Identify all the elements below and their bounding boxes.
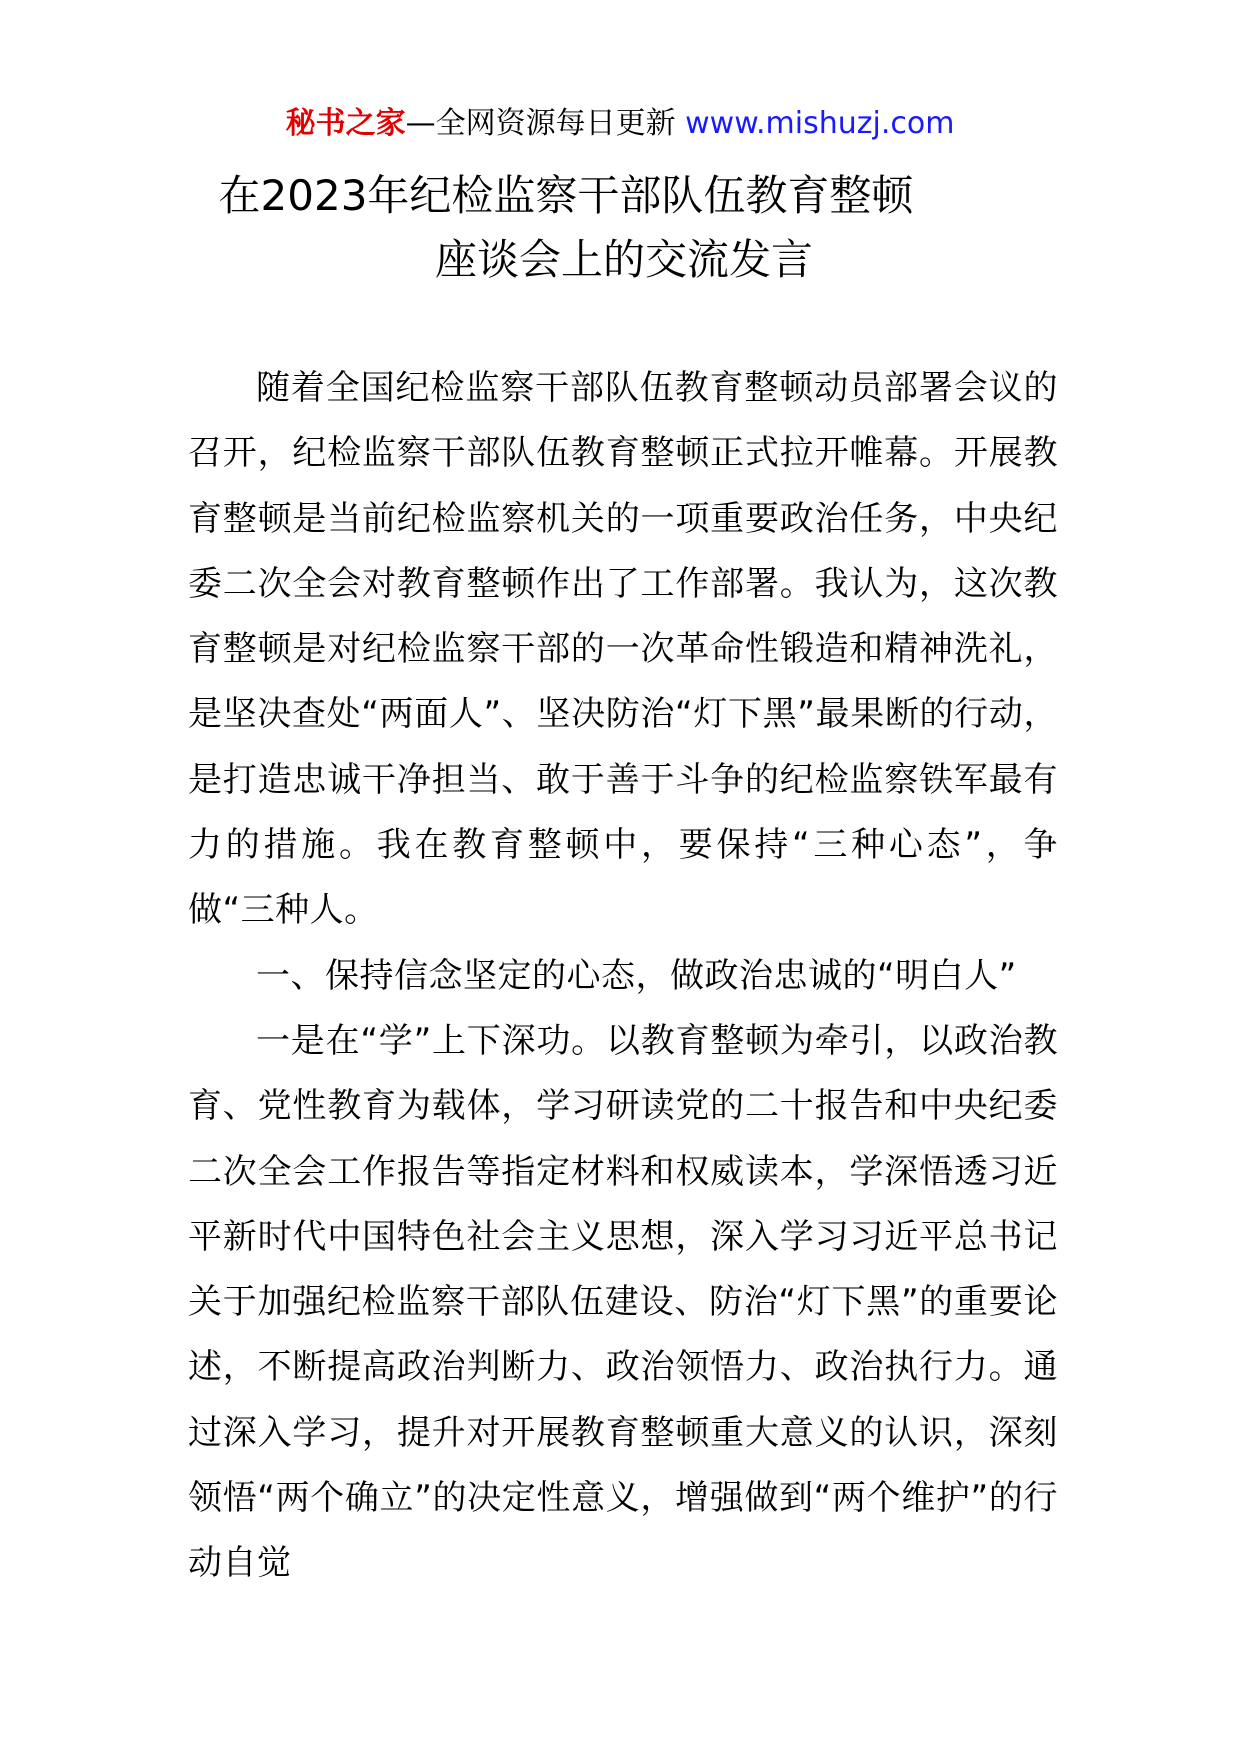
document-body	[188, 356, 1058, 1597]
body-paragraph: 随着全国纪检监察干部队伍教育整顿动员部署会议的召开，纪检监察干部队伍教育整顿正式拉开帷幕。开展教育整顿是当前纪检监察机关的一项重要政治任务，中央纪委二次全会对教育整顿作出了工作部署。我认为，这次教育整顿是对纪检监察干部的一次革命性锻造和精神洗礼，是坚决查处“两面人”、坚决防治“灯下黑”最果断的行动，是打造忠诚干净担当、敢于善于斗争的纪检监察铁军最有力的措施。我在教育整顿中，要保持“三种心态”，争做“三种人。	[188, 368, 1058, 931]
banner-tagline: —全网资源每日更新	[405, 106, 686, 141]
document-title-line-1: 在2023年纪检监察干部队伍教育整顿	[218, 171, 914, 220]
banner-site-link[interactable]: www.mishuzj.com	[685, 106, 955, 141]
body-paragraph: 一是在“学”上下深功。以教育整顿为牵引，以政治教育、党性教育为载体，学习研读党的二十报告和中央纪委二次全会工作报告等指定材料和权威读本，学深悟透习近平新时代中国特色社会主义思想，深入学习习近平总书记关于加强纪检监察干部队伍建设、防治“灯下黑”的重要论述，不断提高政治判断力、政治领悟力、政治执行力。通过深入学习，提升对开展教育整顿重大意义的认识，深刻领悟“两个确立”的决定性意义，增强做到“两个维护”的行动自觉	[188, 1020, 1058, 1584]
section-heading: 一、保持信念坚定的心态，做政治忠诚的“明白人”	[256, 955, 1017, 996]
document-title-line-2: 座谈会上的交流发言	[434, 235, 813, 284]
banner-brand: 秘书之家	[285, 106, 406, 141]
watermark-banner	[0, 104, 1240, 144]
